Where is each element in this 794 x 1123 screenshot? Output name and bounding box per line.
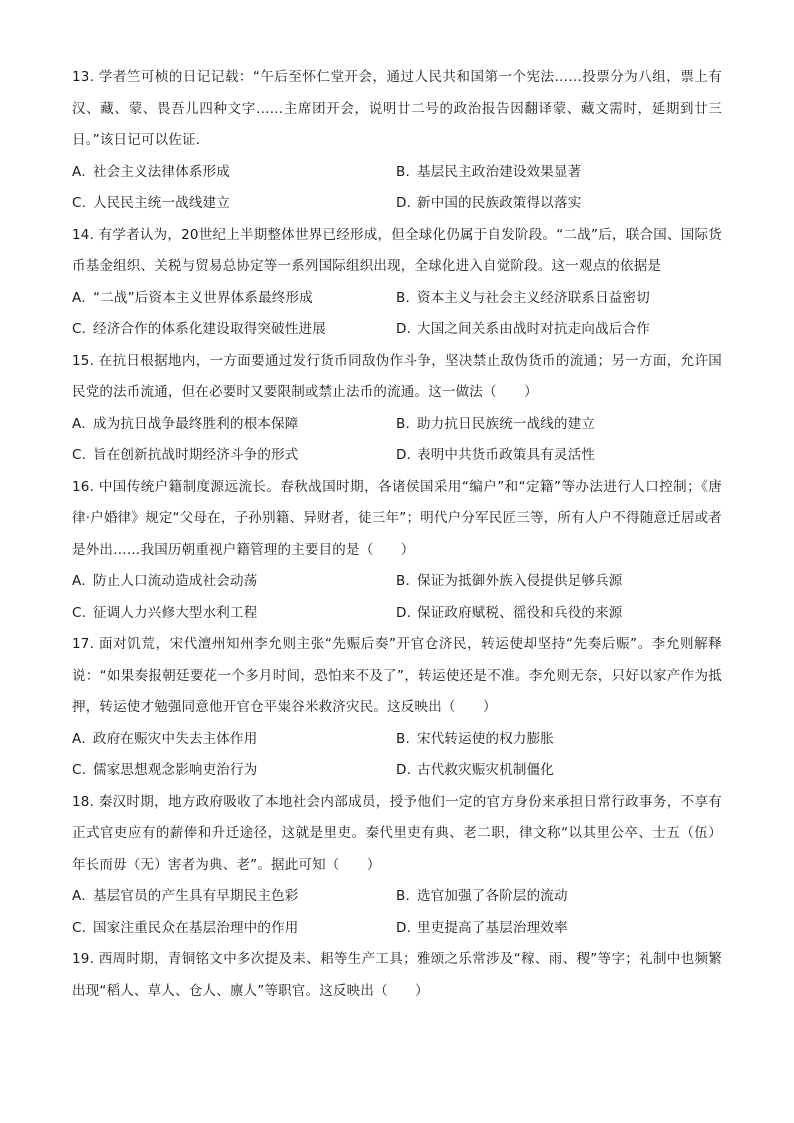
option-grid <box>72 881 722 944</box>
option-grid <box>72 283 722 346</box>
option-text: 古代救灾赈灾机制僵化 <box>417 762 554 778</box>
option-text: 国家注重民众在基层治理中的作用 <box>93 919 299 936</box>
option-text: 成为抗日战争最终胜利的根本保障 <box>93 415 299 432</box>
option-text: 经济合作的体系化建设取得突破性进展 <box>93 321 326 337</box>
option-c[interactable] <box>72 314 396 346</box>
option-key: C. <box>72 321 87 337</box>
option-c[interactable] <box>72 598 396 630</box>
option-key: A. <box>72 163 86 180</box>
option-key: D. <box>396 604 412 621</box>
option-key: B. <box>396 289 410 306</box>
option-key: D. <box>396 762 412 778</box>
option-d[interactable] <box>396 913 722 945</box>
option-key: A. <box>72 289 86 306</box>
question-stem: 16. 中国传统户籍制度源远流长。春秋战国时期，各诸侯国采用“编户”和“定籍”等办法进行人口控制；《唐律·户婚律》规定“父母在，子孙别籍、异财者，徒三年”；明代户分军民匠三等，所有人户不得随意迁居或者是外出……我国历朝重视户籍管理的主要目的是（ ） <box>72 478 722 558</box>
option-key: D. <box>396 919 412 936</box>
option-text: “二战”后资本主义世界体系最终形成 <box>93 289 313 306</box>
option-d[interactable] <box>396 314 722 346</box>
question-stem: 19. 西周时期，青铜铭文中多次提及耒、耜等生产工具；雅颂之乐常涉及“稼、雨、稷”等字；礼制中也频繁出现“稻人、草人、仓人、廪人”等职官。这反映出（ ） <box>72 951 722 999</box>
option-text: 旨在创新抗战时期经济斗争的形式 <box>93 447 299 463</box>
option-key: A. <box>72 573 86 589</box>
option-key: A. <box>72 888 86 904</box>
option-key: C. <box>72 447 87 463</box>
option-text: 社会主义法律体系形成 <box>93 163 230 180</box>
option-text: 选官加强了各阶层的流动 <box>417 888 568 904</box>
question-stem: 17. 面对饥荒，宋代澶州知州李允则主张“先赈后奏”开官仓济民，转运使却坚持“先奏后赈”。李允则解释说：“如果奏报朝廷要花一个多月时间，恐怕来不及了”，转运使还是不准。李允则无奈，只好以家产作为抵押，转运使才勉强同意他开官仓平粜谷米救济灾民。这反映出（ ） <box>72 636 722 715</box>
option-a[interactable] <box>72 283 396 315</box>
option-text: 基层官员的产生具有早期民主色彩 <box>93 888 299 904</box>
option-a[interactable] <box>72 724 396 756</box>
option-text: 人民民主统一战线建立 <box>93 195 230 211</box>
option-a[interactable] <box>72 881 396 913</box>
option-b[interactable] <box>396 881 722 913</box>
option-b[interactable] <box>396 157 722 189</box>
option-c[interactable] <box>72 188 396 220</box>
option-a[interactable] <box>72 566 396 598</box>
option-text: 儒家思想观念影响吏治行为 <box>93 762 258 778</box>
option-key: B. <box>396 730 410 747</box>
option-d[interactable] <box>396 598 722 630</box>
option-b[interactable] <box>396 566 722 598</box>
option-d[interactable] <box>396 755 722 787</box>
question-stem: 14. 有学者认为，20世纪上半期整体世界已经形成，但全球化仍属于自发阶段。“二战”后，联合国、国际货币基金组织、关税与贸易总协定等一系列国际组织出现，全球化进入自觉阶段。这一观点的依据是 <box>72 226 722 274</box>
option-text: 基层民主政治建设效果显著 <box>417 163 582 180</box>
option-key: A. <box>72 730 86 747</box>
option-text: 里吏提高了基层治理效率 <box>417 919 568 936</box>
option-d[interactable] <box>396 440 722 472</box>
exam-page <box>72 62 722 1007</box>
option-key: D. <box>396 321 412 337</box>
option-key: B. <box>396 163 410 180</box>
option-key: B. <box>396 573 410 589</box>
option-text: 新中国的民族政策得以落实 <box>417 195 582 211</box>
question-18 <box>72 787 722 945</box>
option-text: 宋代转运使的权力膨胀 <box>417 730 554 747</box>
option-grid <box>72 157 722 220</box>
question-19 <box>72 944 722 1007</box>
option-b[interactable] <box>396 724 722 756</box>
option-c[interactable] <box>72 440 396 472</box>
option-key: C. <box>72 195 87 211</box>
option-key: B. <box>396 888 410 904</box>
option-text: 防止人口流动造成社会动荡 <box>93 573 258 589</box>
question-stem: 13. 学者竺可桢的日记记载：“午后至怀仁堂开会，通过人民共和国第一个宪法……投票分为八组，票上有汉、藏、蒙、畏吾儿四种文字……主席团开会，说明廿二号的政治报告因翻译蒙、藏文需时，延期到廿三日。”该日记可以佐证． <box>72 69 722 148</box>
option-grid <box>72 409 722 472</box>
option-c[interactable] <box>72 913 396 945</box>
option-text: 资本主义与社会主义经济联系日益密切 <box>417 289 650 306</box>
option-key: C. <box>72 919 87 936</box>
option-a[interactable] <box>72 409 396 441</box>
option-text: 表明中共货币政策具有灵活性 <box>417 447 596 463</box>
option-text: 助力抗日民族统一战线的建立 <box>417 415 596 432</box>
question-16 <box>72 472 722 630</box>
option-text: 大国之间关系由战时对抗走向战后合作 <box>417 321 650 337</box>
option-grid <box>72 724 722 787</box>
question-stem: 15. 在抗日根据地内，一方面要通过发行货币同敌伪作斗争，坚决禁止敌伪货币的流通；另一方面，允许国民党的法币流通，但在必要时又要限制或禁止法币的流通。这一做法（ ） <box>72 352 722 400</box>
option-key: C. <box>72 604 87 621</box>
question-14 <box>72 220 722 346</box>
option-key: D. <box>396 447 412 463</box>
option-text: 政府在赈灾中失去主体作用 <box>93 730 258 747</box>
option-grid <box>72 566 722 629</box>
option-text: 征调人力兴修大型水利工程 <box>93 604 258 621</box>
option-b[interactable] <box>396 283 722 315</box>
option-key: A. <box>72 415 86 432</box>
option-text: 保证为抵御外族入侵提供足够兵源 <box>417 573 623 589</box>
option-c[interactable] <box>72 755 396 787</box>
option-b[interactable] <box>396 409 722 441</box>
question-17 <box>72 629 722 787</box>
option-key: D. <box>396 195 412 211</box>
option-d[interactable] <box>396 188 722 220</box>
question-stem: 18. 秦汉时期，地方政府吸收了本地社会内部成员，授予他们一定的官方身份来承担日常行政事务，不享有正式官吏应有的薪俸和升迁途径，这就是里吏。秦代里吏有典、老二职，律文称“以其里公卒、士五（伍）年长而毋（无）害者为典、老”。据此可知（ ） <box>72 793 722 873</box>
question-13 <box>72 62 722 220</box>
question-15 <box>72 346 722 472</box>
option-text: 保证政府赋税、徭役和兵役的来源 <box>417 604 623 621</box>
option-key: C. <box>72 762 87 778</box>
option-a[interactable] <box>72 157 396 189</box>
option-key: B. <box>396 415 410 432</box>
